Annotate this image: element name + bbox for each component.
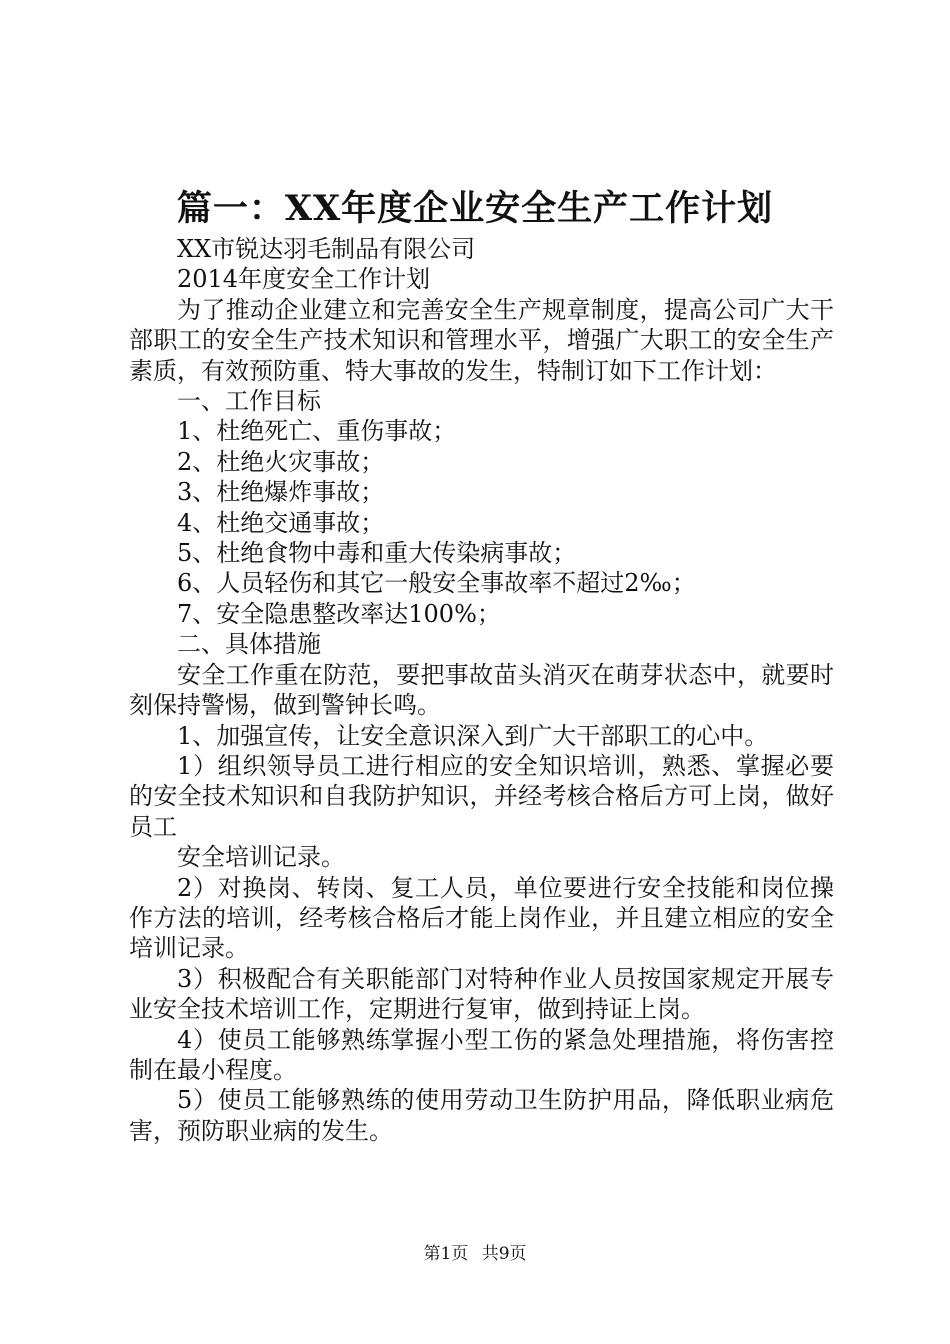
measure-subitem: 2）对换岗、转岗、复工人员，单位要进行安全技能和岗位操作方法的培训，经考核合格后才能上岗作业，并且建立相应的安全培训记录。 bbox=[129, 873, 834, 963]
measure-subitem: 3）积极配合有关职能部门对特种作业人员按国家规定开展专业安全技术培训工作，定期进行复审，做到持证上岗。 bbox=[129, 964, 834, 1024]
goal-item: 6、人员轻伤和其它一般安全事故率不超过2‰； bbox=[177, 569, 696, 598]
company-name: XX市锐达羽毛制品有限公司 bbox=[177, 235, 476, 263]
goal-item: 7、安全隐患整改率达100%； bbox=[177, 599, 501, 628]
measure-subitem: 4）使员工能够熟练掌握小型工伤的紧急处理措施，将伤害控制在最小程度。 bbox=[129, 1025, 834, 1084]
measure-item: 1、加强宣传，让安全意识深入到广大干部职工的心中。 bbox=[177, 721, 769, 750]
document-body bbox=[129, 234, 834, 1146]
goal-item: 4、杜绝交通事故； bbox=[177, 508, 385, 537]
goal-item: 5、杜绝食物中毒和重大传染病事故； bbox=[177, 539, 577, 568]
section-heading-goals: 一、工作目标 bbox=[177, 387, 321, 416]
goal-item: 2、杜绝火灾事故； bbox=[177, 447, 385, 476]
intro-paragraph: 为了推动企业建立和完善安全生产规章制度，提高公司广大干部职工的安全生产技术知识和管理水平，增强广大职工的安全生产素质，有效预防重、特大事故的发生，特制订如下工作计划： bbox=[129, 295, 834, 385]
measure-subitem: 5）使员工能够熟练的使用劳动卫生防护用品，降低职业病危害，预防职业病的发生。 bbox=[129, 1086, 834, 1145]
measures-intro-paragraph: 安全工作重在防范，要把事故苗头消灭在萌芽状态中，就要时刻保持警惕，做到警钟长鸣。 bbox=[129, 660, 834, 720]
document-title: 篇一：XX年度企业安全生产工作计划 bbox=[176, 188, 774, 229]
plan-subtitle: 2014年度安全工作计划 bbox=[177, 265, 431, 294]
section-heading-measures: 二、具体措施 bbox=[177, 630, 321, 659]
page-number-footer: 第1页 共9页 bbox=[423, 1244, 527, 1264]
goal-item: 3、杜绝爆炸事故； bbox=[177, 478, 385, 507]
measure-subitem-continuation: 安全培训记录。 bbox=[177, 843, 345, 872]
goal-item: 1、杜绝死亡、重伤事故； bbox=[177, 417, 457, 446]
measure-subitem: 1）组织领导员工进行相应的安全知识培训，熟悉、掌握必要的安全技术知识和自我防护知识，并经考核合格后方可上岗，做好员工 bbox=[129, 751, 834, 841]
